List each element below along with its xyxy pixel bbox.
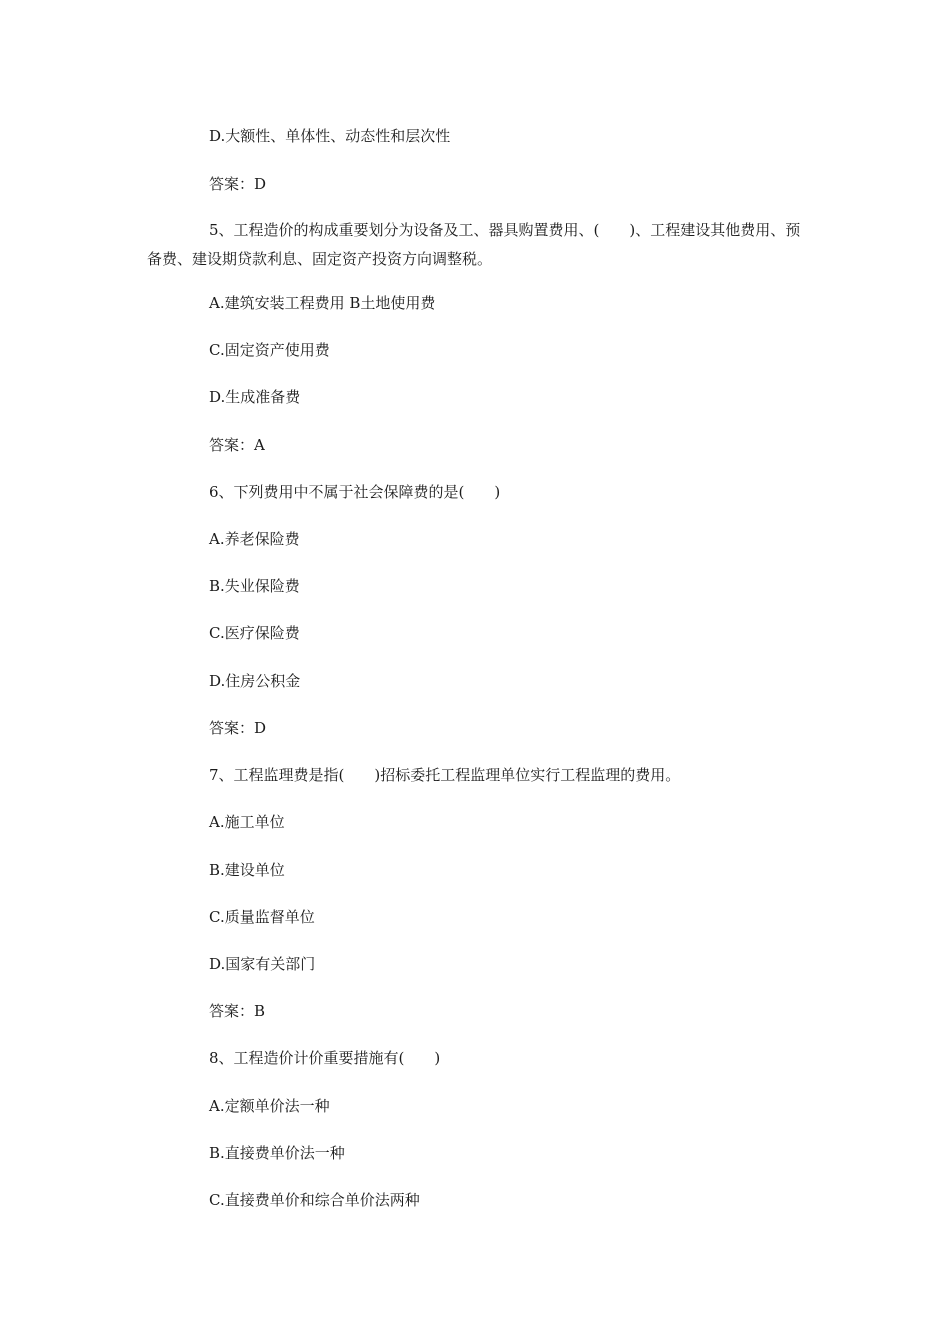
answer-q6: 答案：D — [209, 719, 267, 737]
option-ab-q5: A.建筑安装工程费用 B土地使用费 — [209, 294, 436, 312]
option-b-q8: B.直接费单价法一种 — [209, 1144, 345, 1162]
option-c-q5: C.固定资产使用费 — [209, 341, 330, 359]
option-d-q4: D.大额性、单体性、动态性和层次性 — [209, 127, 451, 145]
answer-q4: 答案：D — [209, 175, 267, 193]
question-7: 7、工程监理费是指( )招标委托工程监理单位实行工程监理的费用。 — [209, 766, 681, 784]
option-c-q7: C.质量监督单位 — [209, 908, 315, 926]
option-d-q7: D.国家有关部门 — [209, 955, 316, 973]
answer-q5: 答案：A — [209, 436, 265, 454]
question-5: 5、工程造价的构成重要划分为设备及工、器具购置费用、( )、工程建设其他费用、预备费、建设期贷款利息、固定资产投资方向调整税。 — [147, 221, 801, 268]
question-6: 6、下列费用中不属于社会保障费的是( ) — [209, 483, 501, 501]
option-c-q8: C.直接费单价和综合单价法两种 — [209, 1191, 420, 1209]
option-a-q8: A.定额单价法一种 — [209, 1097, 330, 1115]
option-a-q7: A.施工单位 — [209, 813, 285, 831]
answer-q7: 答案：B — [209, 1002, 266, 1020]
question-8: 8、工程造价计价重要措施有( ) — [209, 1049, 441, 1067]
option-d-q5: D.生成准备费 — [209, 388, 301, 406]
option-a-q6: A.养老保险费 — [209, 530, 300, 548]
option-b-q7: B.建设单位 — [209, 861, 285, 879]
option-b-q6: B.失业保险费 — [209, 577, 300, 595]
option-c-q6: C.医疗保险费 — [209, 624, 300, 642]
option-d-q6: D.住房公积金 — [209, 672, 301, 690]
